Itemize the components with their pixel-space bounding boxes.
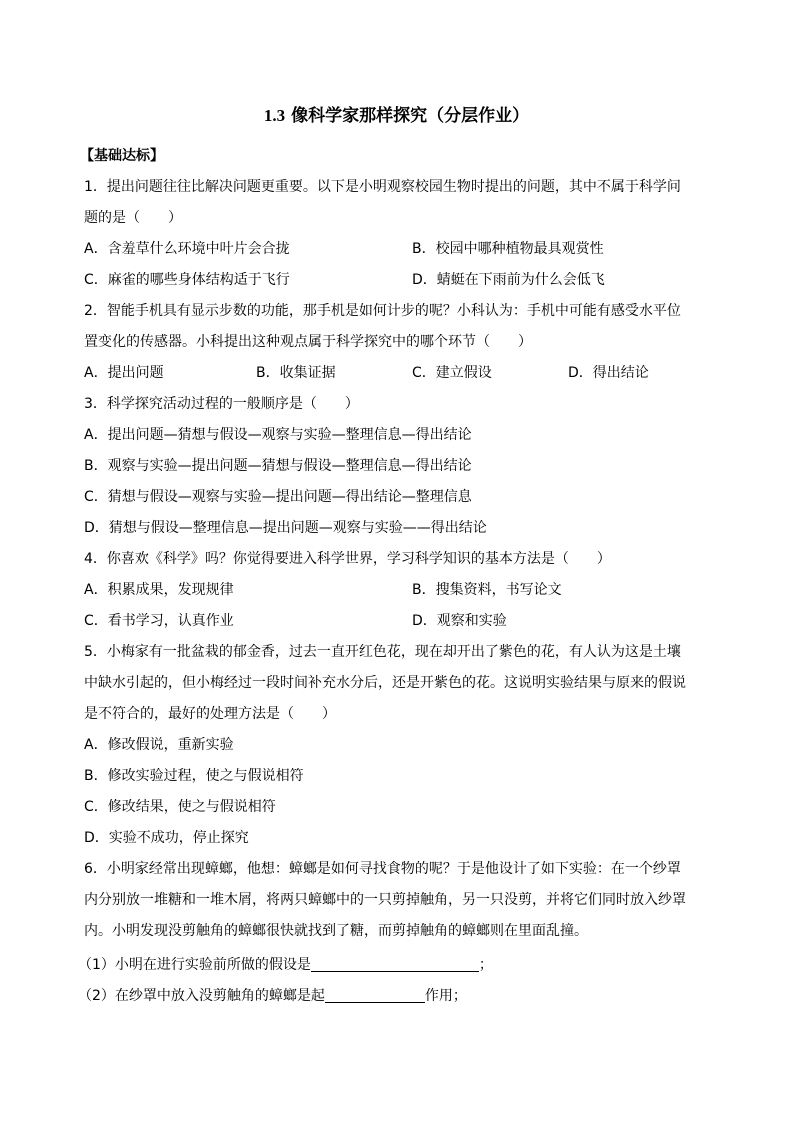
q6-sub2-prompt: （2）在纱罩中放入没剪触角的蟑螂是起 bbox=[78, 988, 325, 1004]
q2-option-d: D．得出结论 bbox=[568, 365, 649, 381]
q1-stem-line1: 1．提出问题往往比解决问题更重要。以下是小明观察校园生物时提出的问题，其中不属于科学问 bbox=[84, 179, 681, 195]
q3-option-b: B．观察与实验—提出问题—猜想与假设—整理信息—得出结论 bbox=[84, 458, 472, 474]
q6-sub1-prompt: （1）小明在进行实验前所做的假设是 bbox=[78, 957, 311, 973]
q6-sub2-answer-blank[interactable] bbox=[325, 986, 425, 1003]
q4-option-a: A．积累成果，发现规律 bbox=[84, 582, 234, 598]
q6-sub2-end: 作用； bbox=[424, 988, 467, 1004]
q2-option-b: B．收集证据 bbox=[256, 365, 336, 381]
q1-option-d: D．蜻蜓在下雨前为什么会低飞 bbox=[412, 272, 605, 288]
q2-option-a: A．提出问题 bbox=[84, 365, 164, 381]
q3-option-a: A．提出问题—猜想与假设—观察与实验—整理信息—得出结论 bbox=[84, 427, 472, 443]
page-title bbox=[0, 104, 793, 128]
q4-option-d: D．观察和实验 bbox=[412, 613, 507, 629]
title-text: 像科学家那样探究（分层作业） bbox=[291, 106, 530, 126]
q6-sub1-end: ； bbox=[478, 957, 493, 973]
q6-stem-line2: 内分别放一堆糖和一堆木屑，将两只蟑螂中的一只剪掉触角，另一只没剪，并将它们同时放入纱罩 bbox=[84, 892, 686, 908]
title-number: 1.3 bbox=[263, 106, 286, 125]
q6-sub2 bbox=[78, 986, 467, 1006]
q5-stem-line1: 5．小梅家有一批盆栽的郁金香，过去一直开红色花，现在却开出了紫色的花，有人认为这是土壤 bbox=[84, 644, 681, 660]
q4-option-c: C．看书学习，认真作业 bbox=[84, 613, 234, 629]
q5-option-c: C．修改结果，使之与假说相符 bbox=[84, 799, 276, 815]
q4-stem-line1: 4．你喜欢《科学》吗？你觉得要进入科学世界，学习科学知识的基本方法是（ ） bbox=[84, 551, 611, 567]
q6-sub1-answer-blank[interactable] bbox=[311, 955, 479, 972]
section-heading: 【基础达标】 bbox=[80, 148, 164, 164]
q2-stem-line2: 置变化的传感器。小科提出这种观点属于科学探究中的哪个环节（ ） bbox=[84, 334, 532, 350]
q6-stem-line3: 内。小明发现没剪触角的蟑螂很快就找到了糖，而剪掉触角的蟑螂则在里面乱撞。 bbox=[84, 923, 588, 939]
q1-option-a: A．含羞草什么环境中叶片会合拢 bbox=[84, 241, 290, 257]
q5-option-a: A．修改假说，重新实验 bbox=[84, 737, 234, 753]
q6-sub1 bbox=[78, 955, 493, 975]
q3-option-d: D．猜想与假设—整理信息—提出问题—观察与实验——得出结论 bbox=[84, 520, 487, 536]
q1-stem-line2: 题的是（ ） bbox=[84, 210, 182, 226]
q2-stem-line1: 2．智能手机具有显示步数的功能，那手机是如何计步的呢？小科认为：手机中可能有感受水平位 bbox=[84, 303, 681, 319]
q5-stem-line3: 是不符合的，最好的处理方法是（ ） bbox=[84, 706, 336, 722]
q4-option-b: B．搜集资料，书写论文 bbox=[412, 582, 562, 598]
q5-option-b: B．修改实验过程，使之与假说相符 bbox=[84, 768, 304, 784]
q1-option-b: B．校园中哪种植物最具观赏性 bbox=[412, 241, 604, 257]
q3-option-c: C．猜想与假设—观察与实验—提出问题—得出结论—整理信息 bbox=[84, 489, 472, 505]
q2-option-c: C．建立假设 bbox=[412, 365, 492, 381]
q6-stem-line1: 6．小明家经常出现蟑螂，他想：蟑螂是如何寻找食物的呢？于是他设计了如下实验：在一个纱罩 bbox=[84, 861, 681, 877]
q5-stem-line2: 中缺水引起的，但小梅经过一段时间补充水分后，还是开紫色的花。这说明实验结果与原来的假说 bbox=[84, 675, 686, 691]
q3-stem-line1: 3．科学探究活动过程的一般顺序是（ ） bbox=[84, 396, 359, 412]
q1-option-c: C．麻雀的哪些身体结构适于飞行 bbox=[84, 272, 290, 288]
q5-option-d: D．实验不成功，停止探究 bbox=[84, 830, 249, 846]
